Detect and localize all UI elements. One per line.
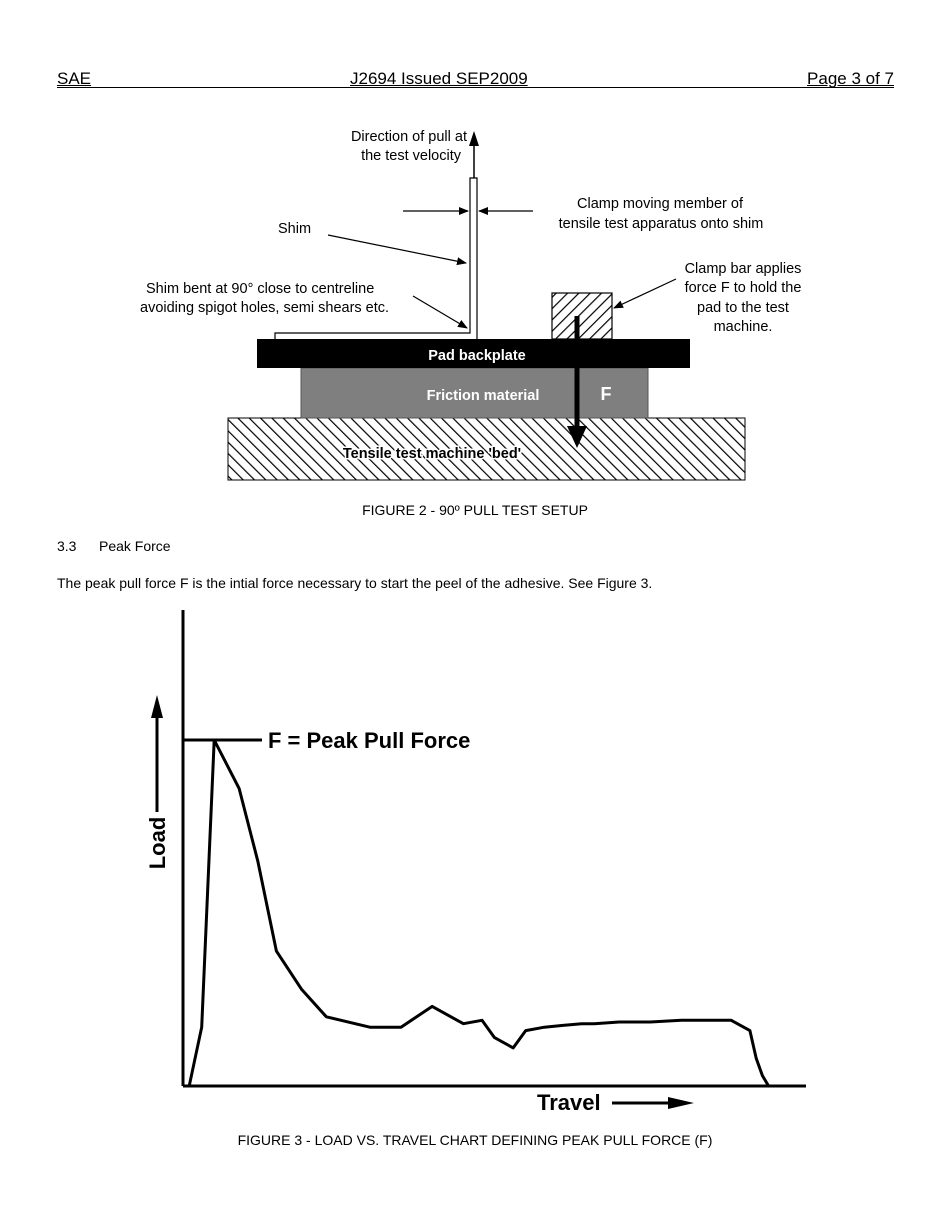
travel-label: Travel	[537, 1090, 601, 1115]
bent-label-2: avoiding spigot holes, semi shears etc.	[140, 300, 390, 316]
clamp-label-1: Clamp moving member of	[577, 196, 743, 212]
section-paragraph: The peak pull force F is the intial force necessary to start the peel of the adhesive. See Figure 3.	[57, 575, 653, 591]
clampbar-label-1: Clamp bar applies	[684, 261, 802, 277]
clamp-bar	[552, 293, 612, 339]
clamp-label-2: tensile test apparatus onto shim	[558, 216, 764, 232]
bend-leader	[413, 296, 467, 328]
force-label: F	[600, 384, 612, 404]
clampbar-leader	[614, 279, 676, 308]
load-travel-chart	[0, 600, 950, 1130]
section-title: Peak Force	[99, 538, 171, 554]
figure-3-caption: FIGURE 3 - LOAD VS. TRAVEL CHART DEFINING PEAK PULL FORCE (F)	[237, 1132, 713, 1148]
shim-label: Shim	[278, 221, 312, 237]
header-right: Page 3 of 7	[807, 69, 894, 88]
peak-force-annotation: F = Peak Pull Force	[268, 728, 471, 753]
header-left: SAE	[57, 69, 92, 88]
direction-label-1: Direction of pull at	[350, 129, 467, 145]
shim-leader	[328, 235, 466, 263]
clampbar-label-2: force F to hold the	[684, 280, 802, 296]
backplate-label: Pad backplate	[428, 348, 526, 364]
header-center: J2694 Issued SEP2009	[350, 69, 528, 88]
clampbar-label-3: pad to the test	[697, 300, 789, 316]
load-curve	[189, 740, 768, 1086]
direction-label-2: the test velocity	[361, 148, 461, 164]
bent-label-1: Shim bent at 90° close to centreline	[146, 281, 375, 297]
travel-arrow-head	[668, 1097, 694, 1109]
friction-label: Friction material	[426, 388, 540, 404]
load-label: Load	[145, 816, 170, 870]
load-arrow-head	[151, 695, 163, 718]
pull-arrow-head	[469, 131, 479, 146]
section-number: 3.3	[57, 538, 77, 554]
bed-label: Tensile test machine 'bed'	[342, 446, 522, 462]
clampbar-label-4: machine.	[713, 319, 773, 335]
figure-2-diagram	[0, 0, 950, 500]
figure-2-caption: FIGURE 2 - 90º PULL TEST SETUP	[362, 502, 588, 518]
